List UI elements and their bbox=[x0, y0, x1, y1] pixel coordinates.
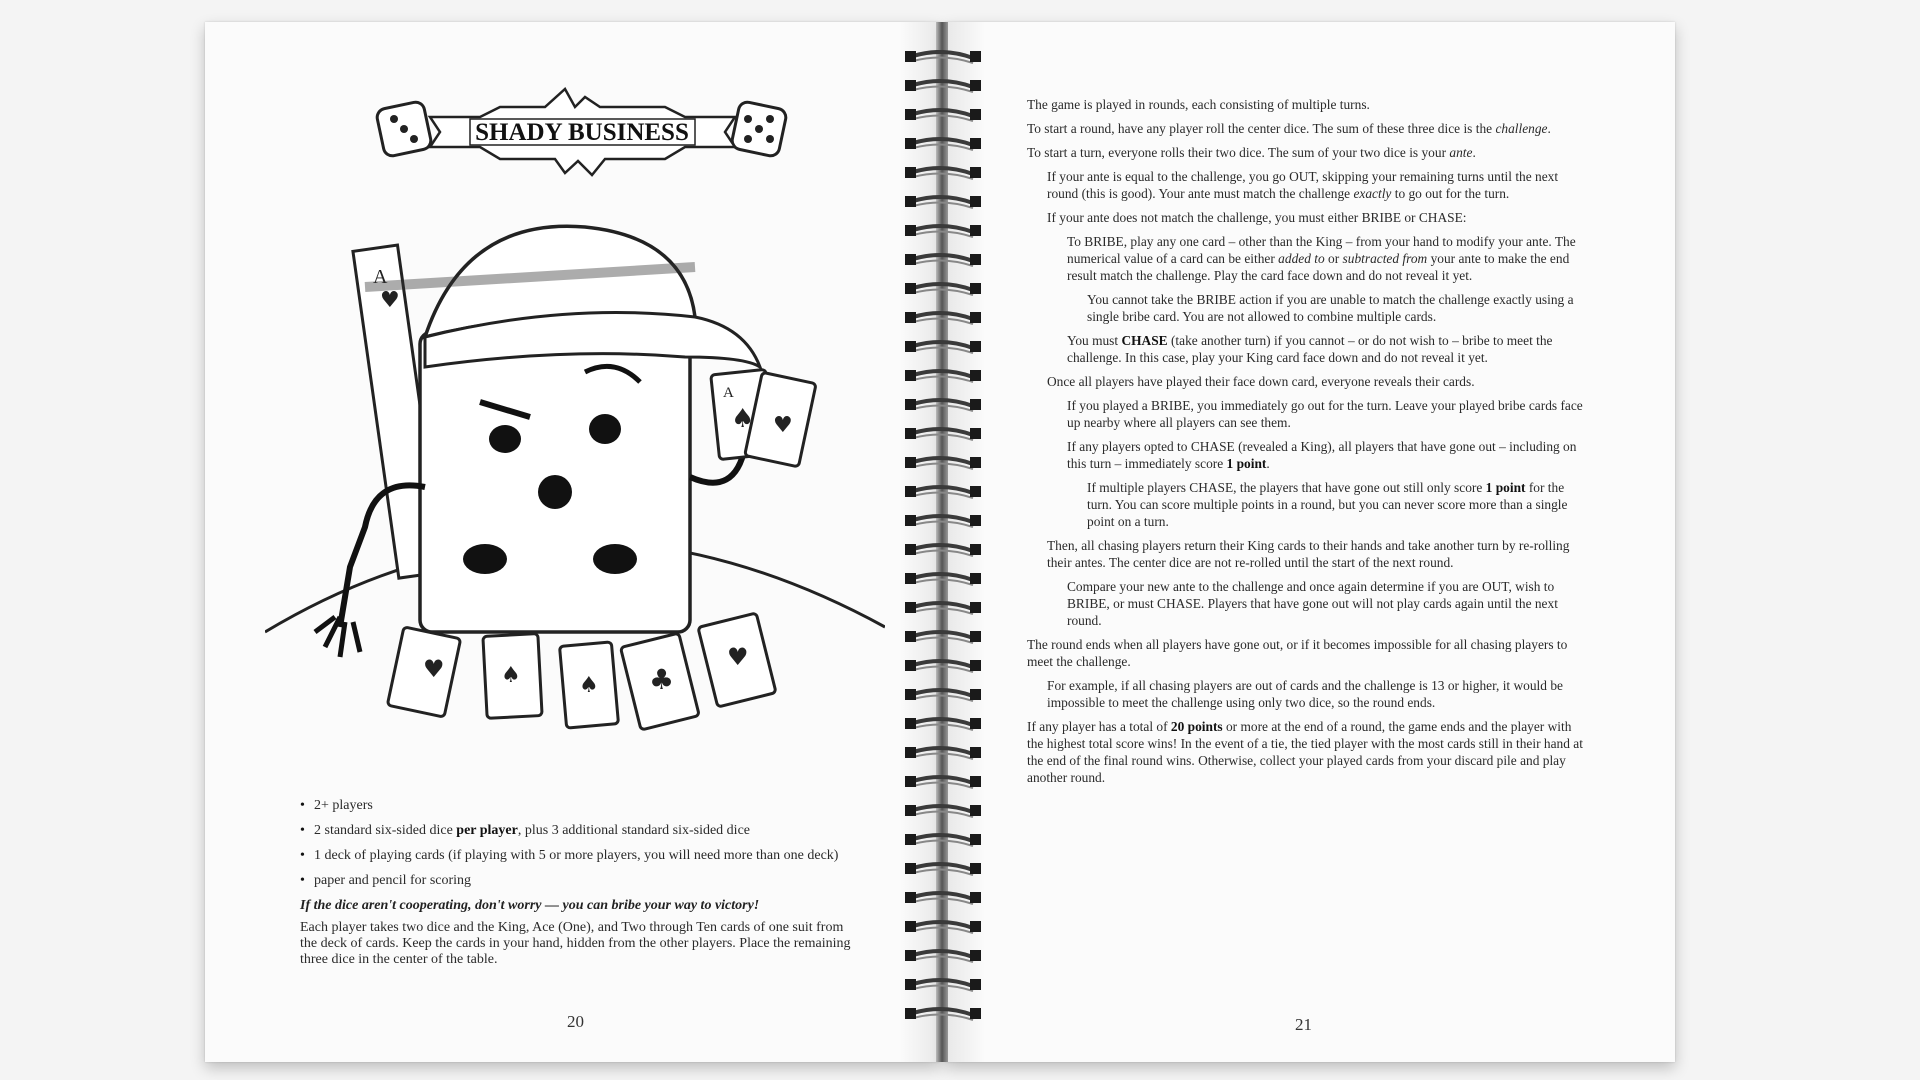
die-pip bbox=[593, 544, 637, 574]
rules-paragraph: Compare your new ante to the challenge and once again determine if you are OUT, wish to BRIBE, or must CHASE. Players that have gone out will not play cards again until the next round. bbox=[1067, 579, 1558, 628]
svg-text:♥: ♥ bbox=[380, 288, 400, 313]
die-pip bbox=[463, 544, 507, 574]
coil-ring bbox=[905, 921, 981, 933]
rules-paragraph: For example, if all chasing players are out of cards and the challenge is 13 or higher, it would be impossible to meet the challenge using only two dice, so the round ends. bbox=[1047, 678, 1563, 710]
svg-text:♣: ♣ bbox=[649, 663, 675, 696]
svg-text:♥: ♥ bbox=[423, 655, 445, 683]
coil-ring bbox=[905, 196, 981, 208]
rules-paragraph: Once all players have played their face down card, everyone reveals their cards. bbox=[1047, 374, 1475, 389]
rules-paragraph: To BRIBE, play any one card – other than the King – from your hand to modify your ante. The numerical value of a card can be either added to or subtracted from your ante to make the end result match the challenge. Play the card face down and do not reveal it yet. bbox=[1067, 234, 1576, 283]
coil-ring bbox=[905, 631, 981, 643]
coil-ring bbox=[905, 863, 981, 875]
coil-ring bbox=[905, 834, 981, 846]
right-page bbox=[945, 22, 1675, 1062]
coil-ring bbox=[905, 341, 981, 353]
coil-ring bbox=[905, 399, 981, 411]
held-cards-icon bbox=[711, 369, 816, 467]
coil-ring bbox=[905, 225, 981, 237]
rules-paragraph: If your ante does not match the challenge, you must either BRIBE or CHASE: bbox=[1047, 210, 1467, 225]
page-number-left: 20 bbox=[567, 1012, 584, 1031]
svg-text:A: A bbox=[373, 266, 388, 288]
page-title: SHADY BUSINESS bbox=[475, 119, 689, 146]
coil-ring bbox=[905, 254, 981, 266]
coil-ring bbox=[905, 544, 981, 556]
svg-text:♠: ♠ bbox=[731, 404, 755, 434]
left-page-text bbox=[300, 798, 855, 968]
svg-text:♠: ♠ bbox=[579, 673, 599, 698]
dice-character-illustration bbox=[265, 207, 885, 757]
rules-paragraph: If any players opted to CHASE (revealed a King), all players that have gone out – including on this turn – immediately score 1 point. bbox=[1067, 439, 1577, 471]
spiral-binding bbox=[903, 50, 983, 1040]
die-left-icon bbox=[376, 101, 433, 158]
list-item: • paper and pencil for scoring bbox=[300, 873, 855, 889]
coil-ring bbox=[905, 138, 981, 150]
page-number-right: 21 bbox=[1295, 1015, 1312, 1034]
coil-ring bbox=[905, 805, 981, 817]
rules-paragraph: To start a round, have any player roll the center dice. The sum of these three dice is the challenge. bbox=[1027, 121, 1551, 136]
coil-ring bbox=[905, 1008, 981, 1020]
coil-ring bbox=[905, 776, 981, 788]
rules-paragraph: To start a turn, everyone rolls their two dice. The sum of your two dice is your ante. bbox=[1027, 145, 1476, 160]
coil-ring bbox=[905, 312, 981, 324]
coil-ring bbox=[905, 573, 981, 585]
svg-text:♠: ♠ bbox=[501, 663, 521, 688]
rules-paragraph: You must CHASE (take another turn) if you cannot – or do not wish to – bribe to meet the challenge. In this case, play your King card face down and do not reveal it yet. bbox=[1067, 333, 1553, 365]
rules-text bbox=[1027, 96, 1587, 793]
list-item: • 2 standard six-sided dice per player, plus 3 additional standard six-sided dice bbox=[300, 823, 855, 839]
components-list bbox=[300, 798, 855, 889]
rules-paragraph: If you played a BRIBE, you immediately go out for the turn. Leave your played bribe cards face up nearby where all players can see them. bbox=[1067, 398, 1583, 430]
hand-left bbox=[315, 617, 360, 657]
rules-paragraph: If your ante is equal to the challenge, you go OUT, skipping your remaining turns until the next round (this is good). Your ante must match the challenge exactly to go out for the turn. bbox=[1047, 169, 1559, 201]
svg-text:♥: ♥ bbox=[727, 643, 749, 671]
coil-ring bbox=[905, 370, 981, 382]
svg-text:A: A bbox=[723, 385, 734, 401]
coil-ring bbox=[905, 283, 981, 295]
rules-paragraph: If multiple players CHASE, the players that have gone out still only score 1 point for the turn. You can score multiple points in a round, but you can never score more than a single point on a turn. bbox=[1087, 480, 1568, 529]
svg-text:♥: ♥ bbox=[773, 413, 793, 438]
coil-ring bbox=[905, 51, 981, 63]
die-right-icon bbox=[731, 101, 788, 158]
eye-right bbox=[589, 414, 621, 444]
coil-ring bbox=[905, 718, 981, 730]
rules-paragraph: Then, all chasing players return their King cards to their hands and take another turn by re-rolling their antes. The center dice are not re-rolled until the start of the next round. bbox=[1047, 538, 1570, 570]
left-page bbox=[205, 22, 940, 1062]
coil-ring bbox=[905, 80, 981, 92]
coil-ring bbox=[905, 689, 981, 701]
coil-ring bbox=[905, 660, 981, 672]
rules-paragraph: The round ends when all players have gone out, or if it becomes impossible for all chasing players to meet the challenge. bbox=[1027, 637, 1568, 669]
coil-ring bbox=[905, 167, 981, 179]
tagline: If the dice aren't cooperating, don't worry — you can bribe your way to victory! bbox=[300, 898, 760, 913]
rules-paragraph: You cannot take the BRIBE action if you are unable to match the challenge exactly using a single bribe card. You are not allowed to combine multiple cards. bbox=[1087, 292, 1574, 324]
list-item: • 2+ players bbox=[300, 798, 855, 814]
coil-ring bbox=[905, 109, 981, 121]
rules-paragraph: If any player has a total of 20 points or more at the end of a round, the game ends and the player with the highest total score wins! In the event of a tie, the tied player with the most cards still in their hand at the end of the final round wins. Otherwise, collect your played cards from your discard pile and play another round. bbox=[1027, 719, 1583, 785]
setup-paragraph: Each player takes two dice and the King, Ace (One), and Two through Ten cards of one suit from the deck of cards. Keep the cards in your hand, hidden from the other players. Place the remaining three dice in the center of the table. bbox=[300, 920, 851, 967]
coil-ring bbox=[905, 428, 981, 440]
die-pip bbox=[538, 475, 572, 509]
coil-ring bbox=[905, 892, 981, 904]
rules-paragraph: The game is played in rounds, each consisting of multiple turns. bbox=[1027, 97, 1370, 112]
coil-ring bbox=[905, 486, 981, 498]
list-item: • 1 deck of playing cards (if playing with 5 or more players, you will need more than one deck) bbox=[300, 848, 855, 864]
title-banner bbox=[370, 77, 795, 187]
coil-ring bbox=[905, 950, 981, 962]
coil-ring bbox=[905, 457, 981, 469]
coil-ring bbox=[905, 979, 981, 991]
coil-ring bbox=[905, 515, 981, 527]
eye-left bbox=[489, 425, 521, 453]
coil-ring bbox=[905, 602, 981, 614]
coil-ring bbox=[905, 747, 981, 759]
